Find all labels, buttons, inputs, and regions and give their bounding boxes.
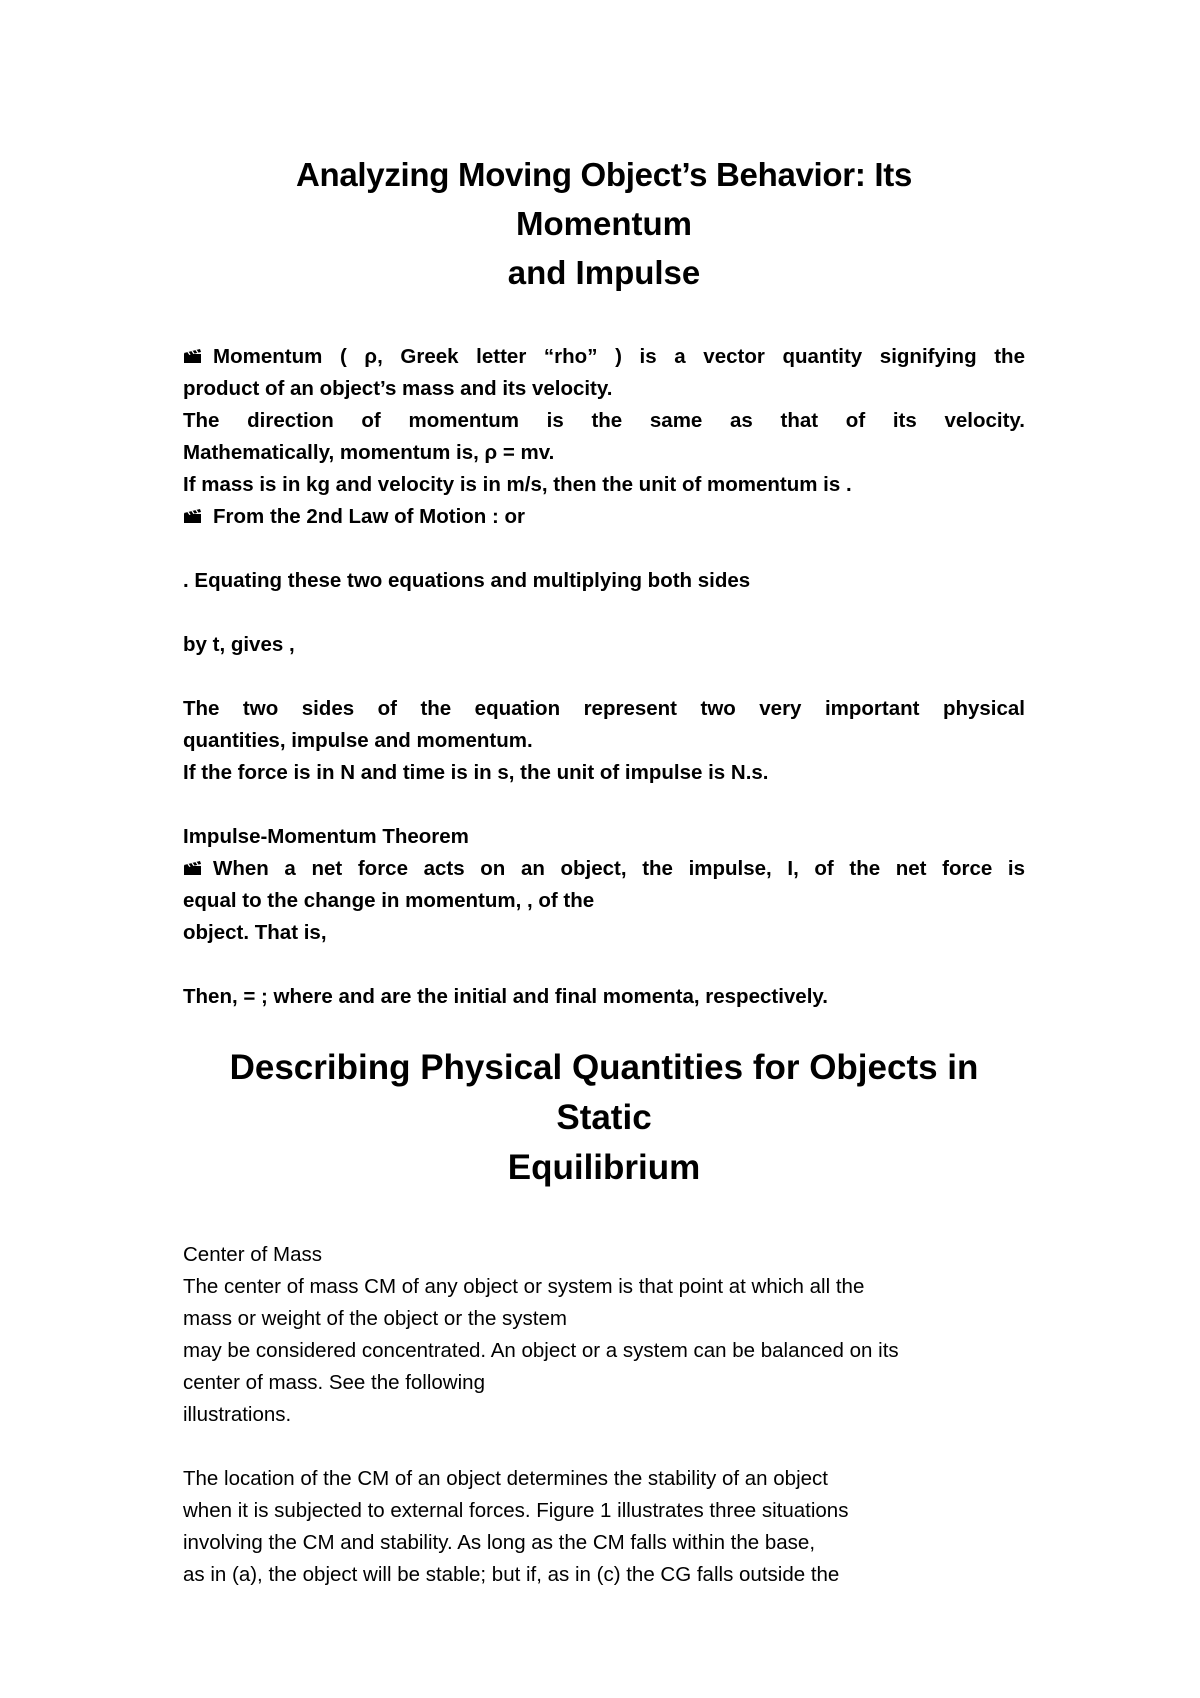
theorem-text-1: When a net force acts on an object, the impulse, I, of the net force is bbox=[213, 857, 1025, 880]
second-law-text: From the 2nd Law of Motion : or bbox=[213, 505, 526, 528]
spacer bbox=[183, 297, 1025, 341]
two-sides-line-1: The two sides of the equation represent two very important physical bbox=[183, 697, 1025, 720]
momentum-definition-line-2: product of an object’s mass and its velocity. bbox=[183, 377, 613, 400]
spacer bbox=[183, 1013, 1025, 1043]
para1-line-3: may be considered concentrated. An object or a system can be balanced on its bbox=[183, 1339, 899, 1362]
title-line-1: Analyzing Moving Object’s Behavior: Its bbox=[295, 156, 912, 193]
two-sides-line-2: quantities, impulse and momentum. bbox=[183, 729, 533, 752]
theorem-then-line: Then, = ; where and are the initial and final momenta, respectively. bbox=[183, 985, 828, 1008]
document-content bbox=[183, 150, 1025, 1591]
section-title bbox=[183, 1043, 1025, 1193]
momentum-direction-line: The direction of momentum is the same as that of its velocity. bbox=[183, 409, 1025, 432]
equating-line: . Equating these two equations and multiplying both sides bbox=[183, 569, 751, 592]
momentum-unit-line: If mass is in kg and velocity is in m/s, then the unit of momentum is . bbox=[183, 473, 852, 496]
section-title-line-1: Describing Physical Quantities for Objects in Static bbox=[229, 1048, 979, 1137]
clapperboard-icon bbox=[183, 860, 203, 876]
para2-line-3: involving the CM and stability. As long as the CM falls within the base, bbox=[183, 1531, 816, 1554]
spacer bbox=[183, 1431, 1025, 1463]
by-t-line: by t, gives , bbox=[183, 633, 295, 656]
document-title bbox=[183, 150, 1025, 297]
spacer bbox=[183, 949, 1025, 981]
para1-line-2: mass or weight of the object or the system bbox=[183, 1307, 567, 1330]
para1-line-1: The center of mass CM of any object or system is that point at which all the bbox=[183, 1275, 865, 1298]
center-of-mass-heading: Center of Mass bbox=[183, 1243, 322, 1266]
clapperboard-icon bbox=[183, 508, 203, 524]
momentum-definition-line-1 bbox=[183, 341, 1025, 373]
spacer bbox=[183, 661, 1025, 693]
para1-line-4: center of mass. See the following bbox=[183, 1371, 485, 1394]
para2-line-4: as in (a), the object will be stable; but if, as in (c) the CG falls outside the bbox=[183, 1563, 840, 1586]
title-line-3: and Impulse bbox=[507, 254, 701, 291]
spacer bbox=[183, 597, 1025, 629]
theorem-line-1 bbox=[183, 853, 1025, 885]
section-title-line-2: Equilibrium bbox=[507, 1148, 701, 1187]
para1-line-5: illustrations. bbox=[183, 1403, 292, 1426]
momentum-math-line: Mathematically, momentum is, ρ = mv. bbox=[183, 441, 555, 464]
spacer bbox=[183, 789, 1025, 821]
clapperboard-icon bbox=[183, 348, 203, 364]
spacer bbox=[183, 1193, 1025, 1239]
spacer bbox=[183, 533, 1025, 565]
para2-line-1: The location of the CM of an object determines the stability of an object bbox=[183, 1467, 828, 1490]
momentum-definition-text-1: Momentum ( ρ, Greek letter “rho” ) is a vector quantity signifying the bbox=[213, 345, 1025, 368]
force-unit-line: If the force is in N and time is in s, the unit of impulse is N.s. bbox=[183, 761, 769, 784]
second-law-line bbox=[183, 501, 1025, 533]
para2-line-2: when it is subjected to external forces. Figure 1 illustrates three situations bbox=[183, 1499, 849, 1522]
title-line-2: Momentum bbox=[516, 205, 692, 242]
theorem-heading: Impulse-Momentum Theorem bbox=[183, 825, 469, 848]
theorem-line-2: equal to the change in momentum, , of the bbox=[183, 889, 595, 912]
theorem-line-3: object. That is, bbox=[183, 921, 327, 944]
